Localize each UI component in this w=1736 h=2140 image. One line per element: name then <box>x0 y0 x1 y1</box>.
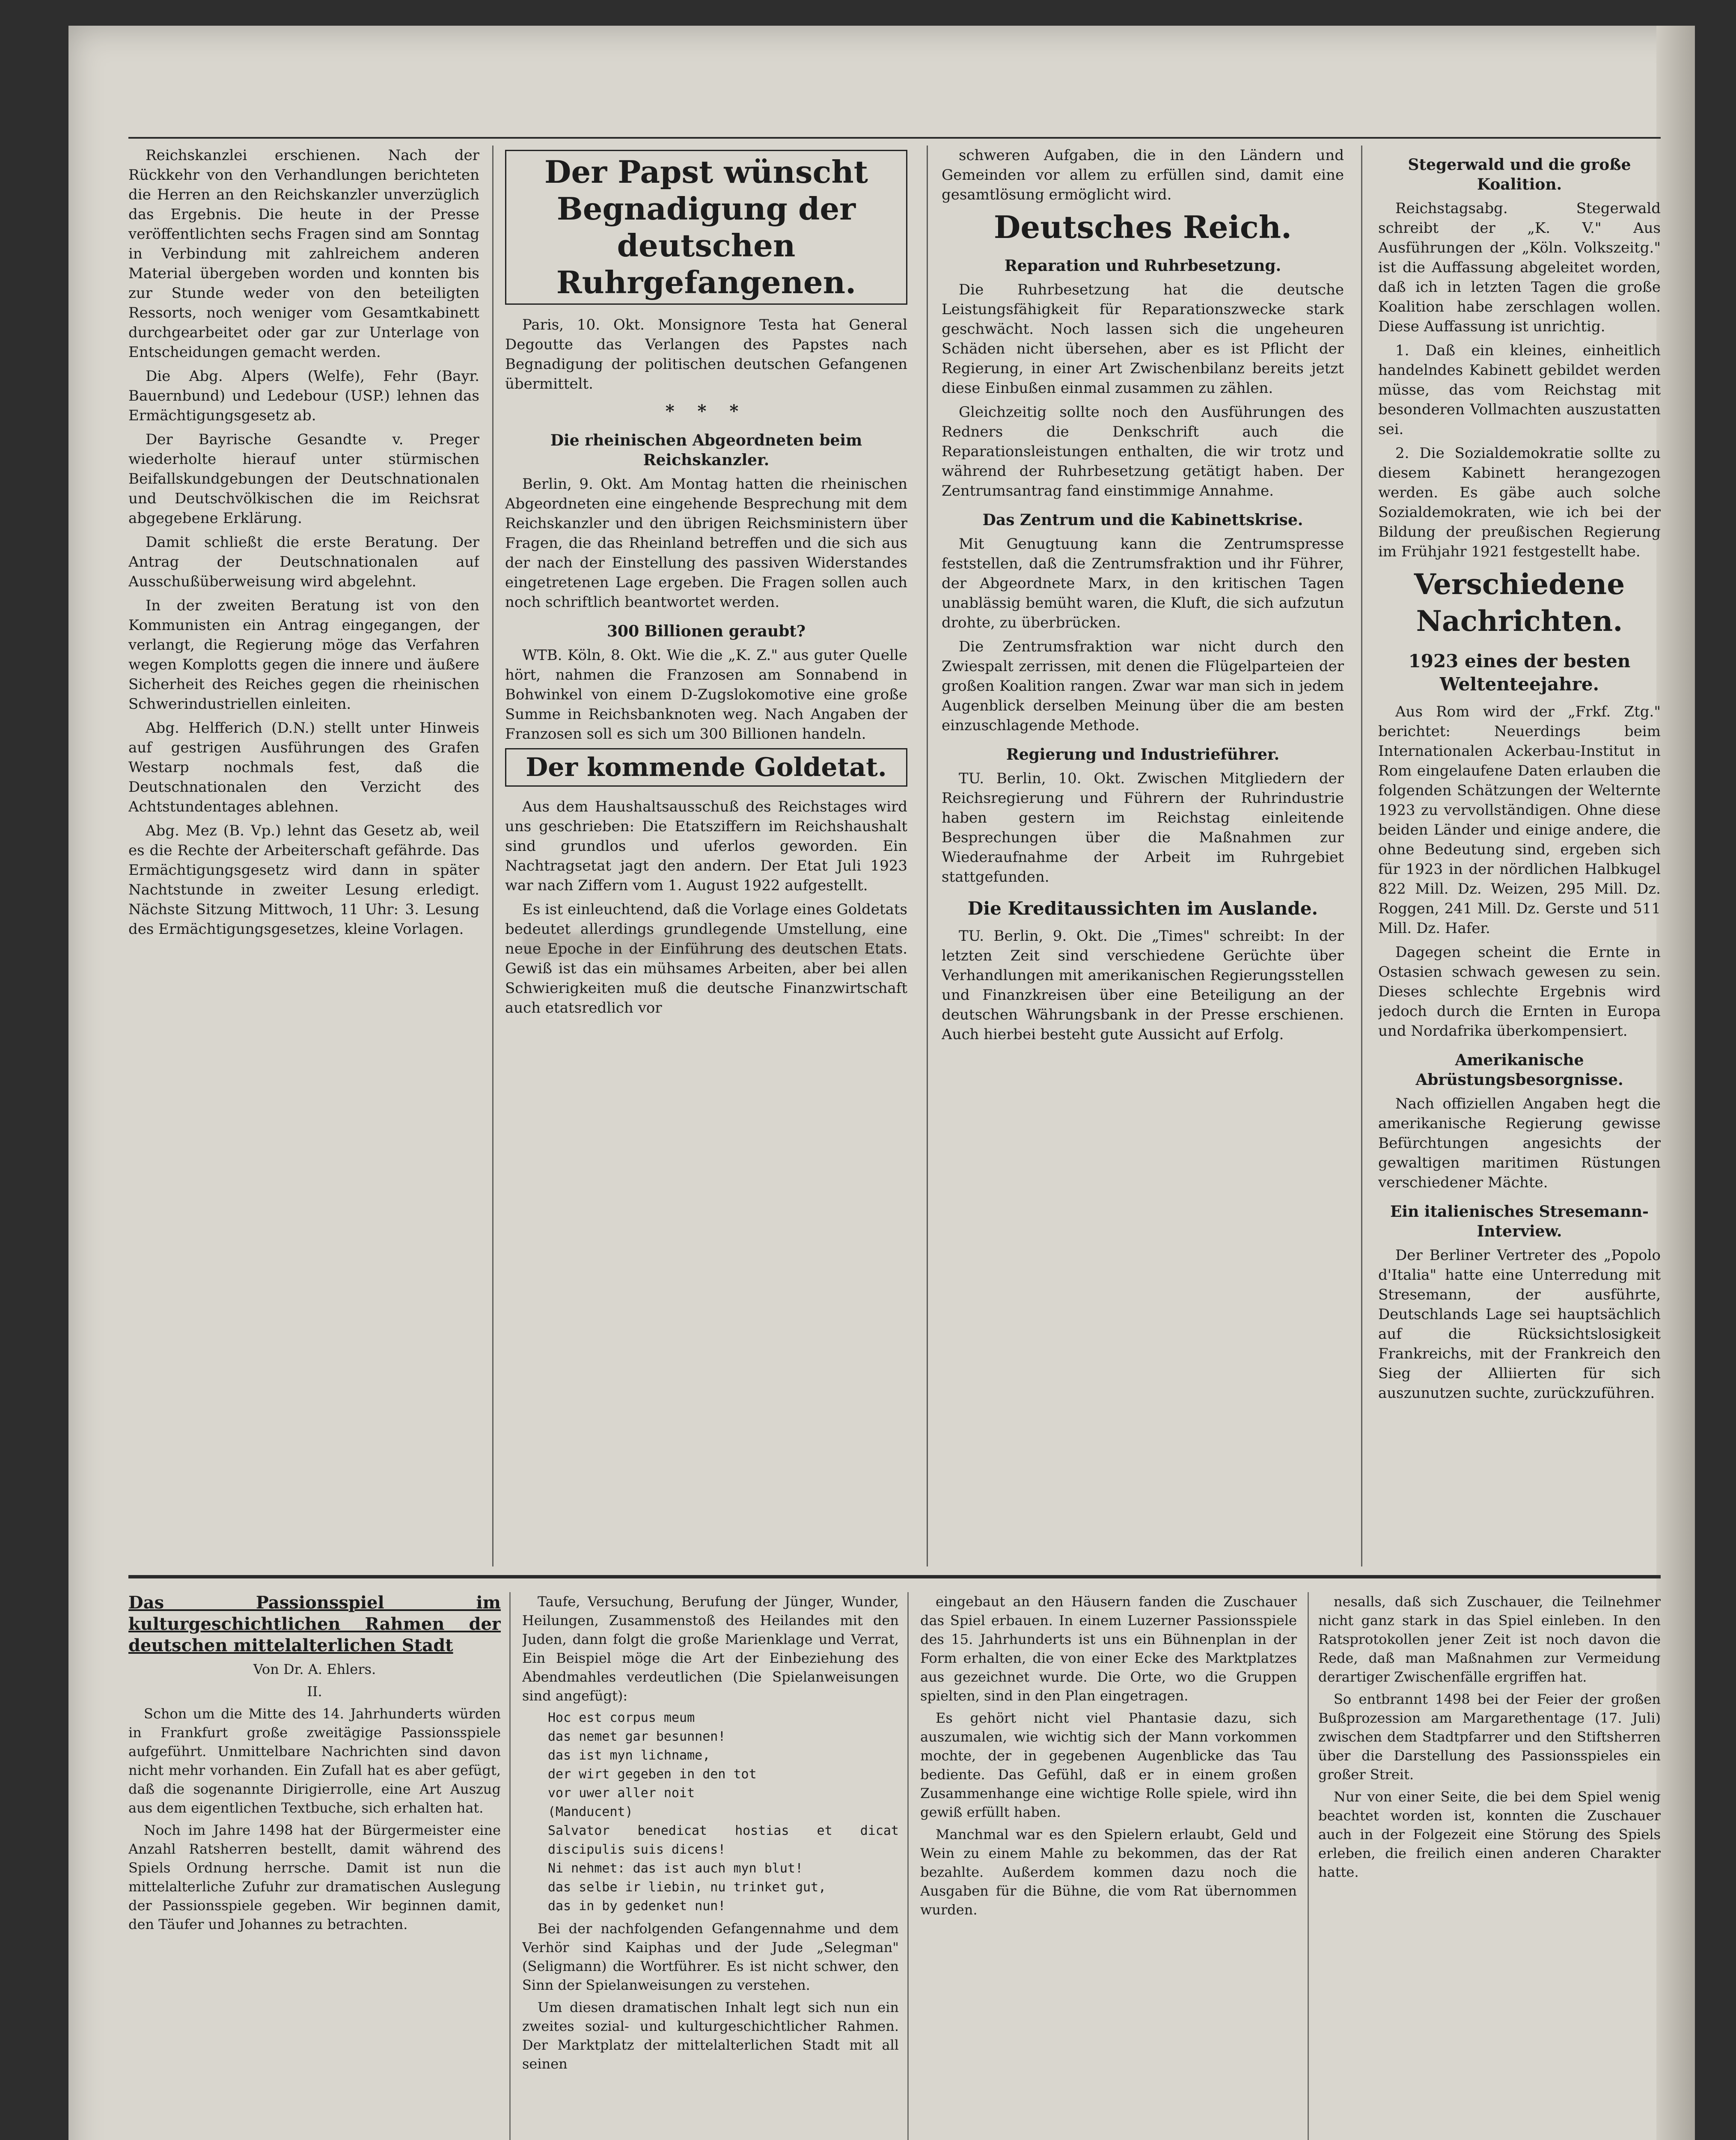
paragraph: Abg. Mez (B. Vp.) lehnt das Gesetz ab, weil es die Rechte der Arbeiterschaft gefährde. Das Ermächtigungsgesetz wird dann in später Nachtstunde in zweiter Lesung erledigt. Nächste Sitzung Mittwoch, 11 Uhr: 3. Lesung des Ermächtigungsgesetzes, kleine Vorlagen. <box>128 822 479 938</box>
paragraph: Nur von einer Seite, die bei dem Spiel wenig beachtet worden ist, konnten die Zuschauer auch in der Folgezeit eine Störung des Spiels erleben, die freilich einen anderen Charakter hatte. <box>1318 1789 1661 1880</box>
column-2 <box>505 146 907 1566</box>
newspaper-page <box>68 26 1695 2140</box>
subhead-reparation: Reparation und Ruhrbesetzung. <box>1004 257 1281 275</box>
paragraph: Um diesen dramatischen Inhalt legt sich nun ein zweites sozial- und kulturgeschichtlicher Rahmen. Der Marktplatz der mittelalterlichen Stadt mit all seinen <box>522 1999 899 2072</box>
paragraph: Taufe, Versuchung, Berufung der Jünger, Wunder, Heilungen, Zusammenstoß des Heilandes mit den Juden, dann folgt die große Marienklage und Verrat, Ein Beispiel möge die Art der Einbeziehung des Abendmahles verdeutlichen (Die Spielanweisungen sind angefügt): <box>522 1593 899 1704</box>
column-3 <box>942 146 1344 1566</box>
paragraph: Reichskanzlei erschienen. Nach der Rückkehr von den Verhandlungen berichteten die Herren an den Reichskanzler unverzüglich das Ergebnis. Die heute in der Presse veröffentlichten sechs Fragen sind am Sonntag in Verbindung mit zahlreichem anderen Material übergeben worden und konnten bis zur Stunde weder von den beteiligten Ressorts, noch weniger vom Gesamtkabinett durchgearbeitet oder gar zur Unterlage von Entscheidungen gemacht werden. <box>128 147 479 361</box>
paragraph: Noch im Jahre 1498 hat der Bürgermeister eine Anzahl Ratsherren bestellt, damit während des Spiels Ordnung herrsche. Damit ist nun die mittelalterliche Zufuhr zur dramatischen Auslegung der Passionsspiele gegeben. Wir beginnen damit, den Täufer und Johannes zu betrachten. <box>128 1822 501 1932</box>
paragraph: Der Berliner Vertreter des „Popolo d'Italia" hatte eine Unterredung mit Stresemann, der ausführte, Deutschlands Lage sei hauptsächlich auf die Rücksichtslosigkeit Frankreichs, mit der Frankreich den Sieg der Alliierten für sich auszunutzen suchte, zurückzuführen. <box>1378 1247 1661 1402</box>
paragraph: Die Ruhrbesetzung hat die deutsche Leistungsfähigkeit für Reparationszwecke stark geschwächt. Noch lassen sich die ungeheuren Schäden nicht übersehen, aber es ist Pflicht der Regierung, in einer Art Zwischenbilanz bereits jetzt diese Einbußen einmal zusammen zu zählen. <box>942 281 1344 397</box>
feuilleton-byline: Von Dr. A. Ehlers. <box>253 1661 376 1677</box>
feuilleton-column-2 <box>522 1592 899 2140</box>
paragraph: Bei der nachfolgenden Gefangennahme und dem Verhör sind Kaiphas und der Jude „Selegman" (Seligmann) die Wortführer. Es ist nicht schwer, den Sinn der Spielanweisungen zu verstehen. <box>522 1920 899 1993</box>
latin-verse: Hoc est corpus meum das nemet gar besunnen! das ist myn lichname, der wirt gegeben in den tot vor uwer aller noit (Manducent) Salvator benedicat hostias et dicat discipulis suis dicens! Ni nehmet: das ist auch myn blut! das selbe ir liebin, nu trinket gut, das in by gedenket nun! <box>548 1710 899 1914</box>
column-1 <box>128 146 479 1566</box>
paragraph: Nach offiziellen Angaben hegt die amerikanische Regierung gewisse Befürchtungen angesichts der gewaltigen maritimen Rüstungen verschiedener Mächte. <box>1378 1095 1661 1191</box>
paragraph: Gleichzeitig sollte noch den Ausführungen des Redners die Denkschrift auch die Reparationsleistungen enthalten, die wir trotz und während der Ruhrbesetzung getätigt haben. Der Zentrumsantrag fand einstimmige Annahme. <box>942 404 1344 499</box>
headline-pope-pardon: Der Papst wünscht Begnadigung der deutschen Ruhrgefangenen. <box>505 150 907 305</box>
paragraph: Es gehört nicht viel Phantasie dazu, sich auszumalen, wie wichtig sich der Mann vorkommen mochte, der in gegebenen Augenblicke das Tau bediente. Das Gefühl, daß er in einem großen Zusammenhange eine wichtige Rolle spiele, wird ihn gewiß erfüllt haben. <box>920 1710 1297 1820</box>
paragraph: Schon um die Mitte des 14. Jahrhunderts würden in Frankfurt große zweitägige Passionsspiele aufgeführt. Unmittelbare Nachrichten sind davon nicht mehr vorhanden. Ein Zufall hat es aber gefügt, daß die sogenannte Dirigierrolle, eine Art Auszug aus dem eigentlichen Textbuche, sich erhalten hat. <box>128 1706 501 1816</box>
subhead-zentrum: Das Zentrum und die Kabinettskrise. <box>982 511 1303 529</box>
paragraph: Aus Rom wird der „Frkf. Ztg." berichtet: Neuerdings beim Internationalen Ackerbau-Institut in Rom eingelaufene Daten erlauben die folgenden Schätzungen der Welternte 1923 zu vervollständigen. Ohne diese beiden Länder und einige andere, die ohne Bedeutung sind, ergeben sich für 1923 in der nördlichen Halbkugel 822 Mill. Dz. Weizen, 295 Mill. Dz. Roggen, 241 Mill. Dz. Gerste und 511 Mill. Dz. Hafer. <box>1378 703 1661 937</box>
paragraph: WTB. Köln, 8. Okt. Wie die „K. Z." aus guter Quelle hört, nahmen die Franzosen am Sonnabend in Bohwinkel von einem D-Zugslokomotive eine große Summe in Reichsbanknoten weg. Nach Angaben der Franzosen soll es sich um 300 Billionen handeln. <box>505 647 907 743</box>
lower-divider-3 <box>1308 1592 1309 2140</box>
paragraph: Die Abg. Alpers (Welfe), Fehr (Bayr. Bauernbund) und Ledebour (USP.) lehnen das Ermächtigungsgesetz ab. <box>128 368 479 424</box>
headline-deutsches-reich: Deutsches Reich. <box>993 209 1292 245</box>
lower-divider-2 <box>907 1592 909 2140</box>
lower-divider-1 <box>509 1592 511 2140</box>
paragraph: Mit Genugtuung kann die Zentrumspresse feststellen, daß die Zentrumsfraktion und ihr Führer, der Abgeordnete Marx, in den kritischen Tagen unablässig bemüht waren, die Kluft, die sich aufzutun drohte, zu überbrücken. <box>942 535 1344 631</box>
feuilleton-column-3 <box>920 1592 1297 2140</box>
paragraph: Manchmal war es den Spielern erlaubt, Geld und Wein zu einem Mahle zu bekommen, das der Rat bezahlte. Außerdem kommen dazu noch die Ausgaben für die Bühne, die vom Rat übernommen wurden. <box>920 1826 1297 1918</box>
paragraph: nesalls, daß sich Zuschauer, die Teilnehmer nicht ganz stark in das Spiel einleben. In den Ratsprotokollen jener Zeit ist noch davon die Rede, daß man Maßnahmen zur Vermeidung derartiger Zwischenfälle ergriffen hat. <box>1318 1593 1661 1685</box>
top-rule <box>128 137 1661 139</box>
subhead-credit: Die Kreditaussichten im Auslande. <box>967 898 1318 919</box>
paper-stain <box>522 933 899 959</box>
column-4 <box>1378 146 1661 1566</box>
paragraph: Reichstagsabg. Stegerwald schreibt der „K. V." Aus Ausführungen der „Köln. Volkszeitg." ist die Auffassung abgeleitet worden, daß ich in letzten Tagen die große Koalition habe zerschlagen wollen. Diese Auffassung ist unrichtig. <box>1378 200 1661 335</box>
paragraph: In der zweiten Beratung ist von den Kommunisten ein Antrag eingegangen, der verlangt, die Regierung möge das Verfahren wegen Komplotts gegen die innere und äußere Sicherheit des Reiches gegen die rheinischen Schwerindustriellen einleiten. <box>128 597 479 713</box>
subhead-stresemann: Ein italienisches Stresemann-Interview. <box>1390 1203 1649 1240</box>
paragraph: 1. Daß ein kleines, einheitlich handelndes Kabinett gebildet werden müsse, das vom Reichstag mit besonderen Vollmachten auszustatten sei. <box>1378 342 1661 438</box>
feuilleton-column-4 <box>1318 1592 1661 2140</box>
paragraph: Paris, 10. Okt. Monsignore Testa hat General Degoutte das Verlangen des Papstes nach Begnadigung der politischen deutschen Gefangenen übermittelt. <box>505 316 907 392</box>
paragraph: eingebaut an den Häusern fanden die Zuschauer das Spiel erbauen. In einem Luzerner Passionsspiele des 15. Jahrhunderts ist uns ein Bühnenplan in der Form erhalten, die von einer Ecke des Marktplatzes aus gezeichnet wurde. Die Orte, wo die Gruppen spielten, sind in den Plan eingetragen. <box>920 1593 1297 1704</box>
paragraph: Aus dem Haushaltsausschuß des Reichstages wird uns geschrieben: Die Etatsziffern im Reichshaushalt sind grundlos und uferlos geworden. Ein Nachtragsetat jagt den andern. Der Etat Juli 1923 war nach Ziffern vom 1. August 1922 aufgestellt. <box>505 798 907 894</box>
subhead-rhenish-deputies: Die rheinischen Abgeordneten beim Reichskanzler. <box>550 431 862 469</box>
subhead-300-billion: 300 Billionen geraubt? <box>606 622 806 640</box>
paragraph: Dagegen scheint die Ernte in Ostasien schwach gewesen zu sein. Dieses schlechte Ergebnis wird jedoch durch die Ernten in Europa und Nordafrika überkompensiert. <box>1378 944 1661 1040</box>
subhead-industry: Regierung und Industrieführer. <box>1006 746 1280 764</box>
page-spine-shadow <box>1656 26 1695 2140</box>
subhead-disarmament: Amerikanische Abrüstungsbesorgnisse. <box>1415 1051 1623 1089</box>
paragraph: Abg. Helfferich (D.N.) stellt unter Hinweis auf gestrigen Ausführungen des Grafen Westarp nochmals fest, daß die Deutschnationalen den Verzicht des Achtstundentages ablehnen. <box>128 719 479 815</box>
subhead-stegerwald: Stegerwald und die große Koalition. <box>1408 156 1631 193</box>
paragraph: Die Zentrumsfraktion war nicht durch den Zwiespalt zerrissen, mit denen die Flügelparteien der großen Koalition rangen. Zwar war man sich in jedem Augenblick derselben Meinung über die am besten einzuschlagende Methode. <box>942 638 1344 734</box>
column-divider-1 <box>492 146 493 1566</box>
feuilleton-section: II. <box>307 1683 322 1700</box>
paragraph: Der Bayrische Gesandte v. Preger wiederholte hierauf unter stürmischen Beifallskundgebungen der Deutschnationalen und Deutschvölkischen die im Reichsrat abgegebene Erklärung. <box>128 431 479 527</box>
headline-various-news: Verschiedene Nachrichten. <box>1414 568 1625 638</box>
paragraph: TU. Berlin, 10. Okt. Zwischen Mitgliedern der Reichsregierung und Führern der Ruhrindustrie haben gestern im Reichstag einleitende Besprechungen über die Maßnahmen zur Wiederaufnahme der Arbeit im Ruhrgebiet stattgefunden. <box>942 770 1344 886</box>
paragraph: Es ist einleuchtend, daß die Vorlage eines Goldetats bedeutet allerdings grundlegende Umstellung, eine neue Epoche in der Einführung des deutschen Etats. Gewiß ist das ein mühsames Arbeiten, aber bei allen Schwierigkeiten muß die deutsche Finanzwirtschaft auch etatsredlich vor <box>505 901 907 1016</box>
headline-gold-budget: Der kommende Goldetat. <box>505 748 907 787</box>
paragraph: So entbrannt 1498 bei der Feier der großen Bußprozession am Margarethentage (17. Juli) zwischen dem Stadtpfarrer und den Stiftsherren über die Darstellung des Passionsspieles ein großer Streit. <box>1318 1691 1661 1783</box>
column-3-carryover: schweren Aufgaben, die in den Ländern und Gemeinden vor allem zu erfüllen sind, damit eine gesamtlösung ermöglicht wird. <box>942 147 1344 203</box>
feuilleton-column-1 <box>128 1592 501 2140</box>
feuilleton-title: Das Passionsspiel im kulturgeschichtlichen Rahmen der deutschen mittelalterlichen Stadt <box>128 1593 501 1656</box>
paragraph: Damit schließt die erste Beratung. Der Antrag der Deutschnationalen auf Ausschußüberweisung wird abgelehnt. <box>128 534 479 590</box>
paragraph: TU. Berlin, 9. Okt. Die „Times" schreibt: In der letzten Zeit sind verschiedene Gerüchte über Verhandlungen mit amerikanischen Regierungsstellen und Finanzkreisen über eine Beteiligung an der deutschen Währungsbank in der Presse erschienen. Auch hierbei besteht gute Aussicht auf Erfolg. <box>942 927 1344 1043</box>
separator-stars: * * * <box>665 401 747 421</box>
column-divider-2 <box>927 146 928 1566</box>
column-divider-3 <box>1361 146 1362 1566</box>
paragraph: 2. Die Sozialdemokratie sollte zu diesem Kabinett herangezogen werden. Es gäbe auch solche Sozialdemokraten, wie ich bei der Bildung der preußischen Regierung im Frühjahr 1921 festgestellt habe. <box>1378 445 1661 560</box>
feuilleton-rule <box>128 1575 1661 1578</box>
subhead-harvest: 1923 eines der besten Weltenteejahre. <box>1408 651 1631 695</box>
paragraph: Berlin, 9. Okt. Am Montag hatten die rheinischen Abgeordneten eine eingehende Besprechung mit dem Reichskanzler und den übrigen Reichsministern über Fragen, die das Rheinland betreffen und die sich aus der nach der Einstellung des passiven Widerstandes eingetretenen Lage ergeben. Die Fragen sollen auch noch schriftlich beantwortet werden. <box>505 476 907 611</box>
